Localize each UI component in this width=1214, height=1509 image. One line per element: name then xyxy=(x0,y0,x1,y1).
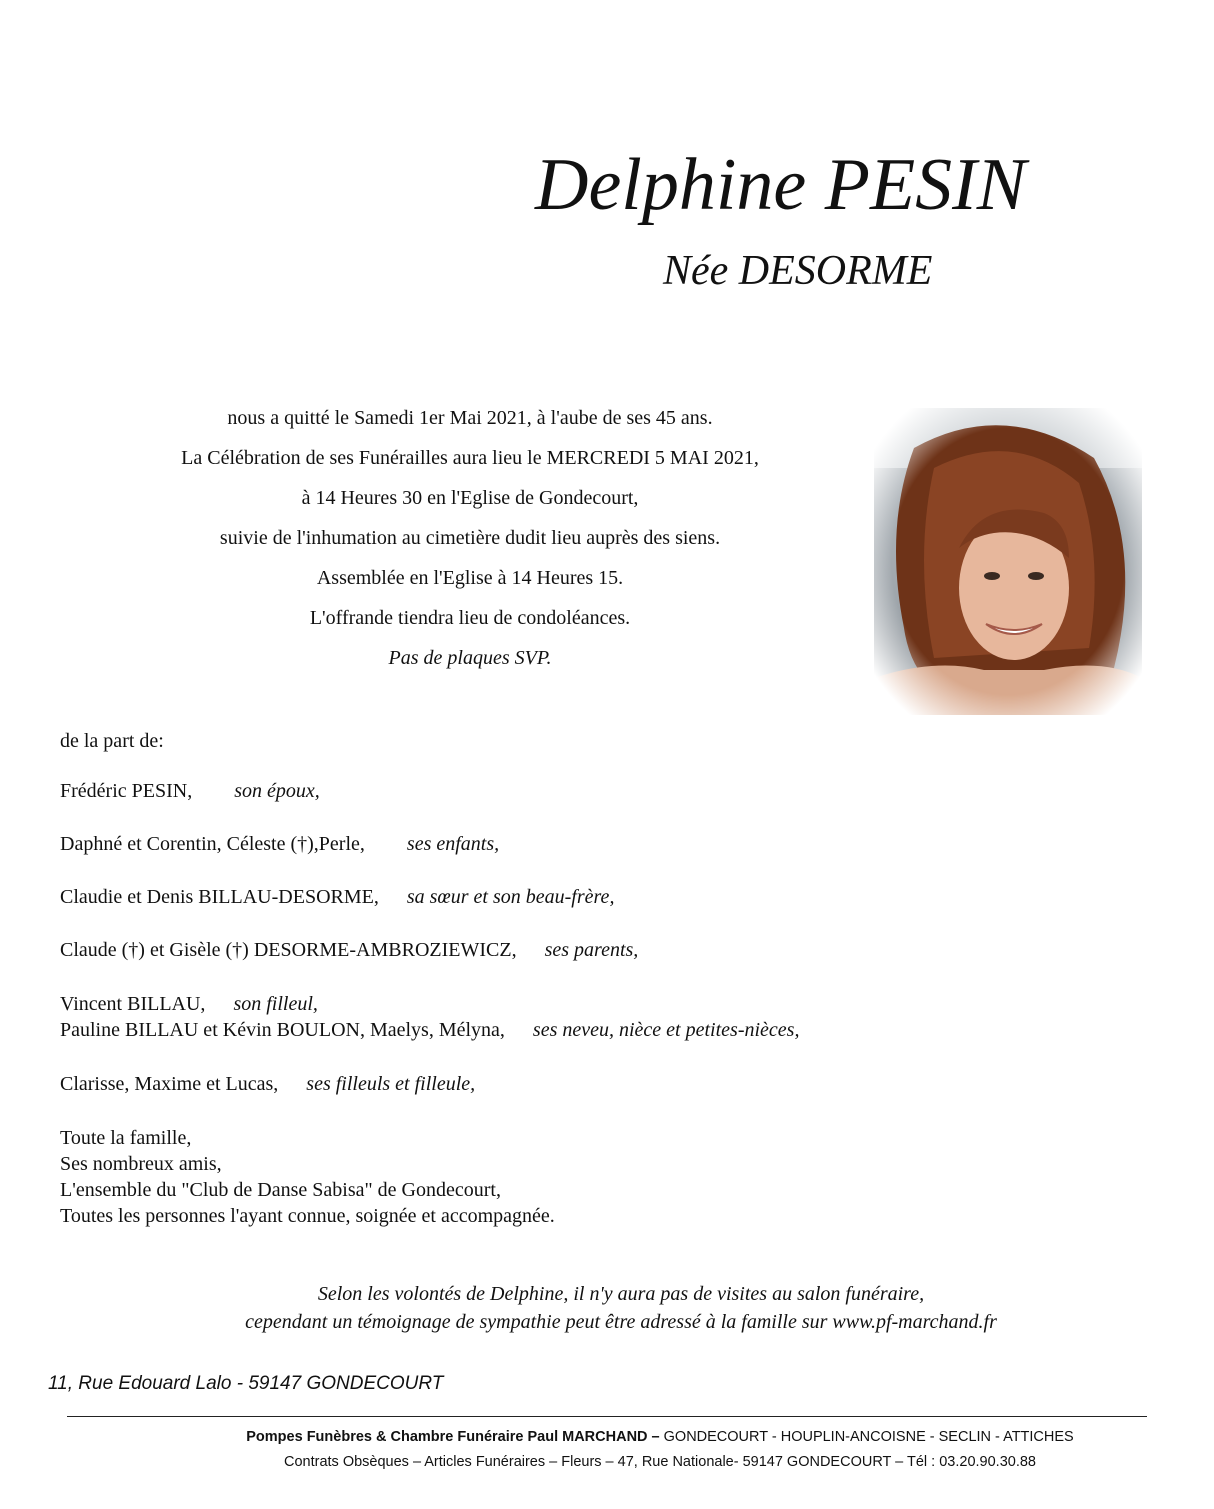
family-entry xyxy=(60,1071,475,1097)
closing-line: L'ensemble du "Club de Danse Sabisa" de Gondecourt, xyxy=(60,1179,501,1201)
footer-company-line xyxy=(120,1425,1200,1450)
family-names: Clarisse, Maxime et Lucas, xyxy=(60,1073,279,1095)
family-entry xyxy=(60,1017,799,1043)
family-names: Claude (†) et Gisèle (†) DESORME-AMBROZIEWICZ, xyxy=(60,939,517,961)
closing-line: Ses nombreux amis, xyxy=(60,1153,222,1175)
maiden-name: Née DESORME xyxy=(663,248,933,294)
family-names: Pauline BILLAU et Kévin BOULON, Maelys, Mélyna, xyxy=(60,1019,505,1041)
closing-list xyxy=(60,1125,555,1229)
address: 11, Rue Edouard Lalo - 59147 GONDECOURT xyxy=(48,1373,444,1394)
family-relation: ses neveu, nièce et petites-nièces, xyxy=(532,1019,800,1041)
wishes-line: cependant un témoignage de sympathie peut être adressé à la famille sur www.pf-marchand.fr xyxy=(245,1311,997,1333)
family-names: Frédéric PESIN, xyxy=(60,780,193,802)
family-entry xyxy=(60,937,638,963)
family-names: Daphné et Corentin, Céleste (†),Perle, xyxy=(60,833,365,855)
family-names: Vincent BILLAU, xyxy=(60,993,206,1015)
footer-services: Contrats Obsèques – Articles Funéraires – Fleurs – 47, Rue Nationale- 59147 GONDECOURT – Tél : 03.20.90.30.88 xyxy=(284,1454,1036,1470)
closing-line: Toutes les personnes l'ayant connue, soignée et accompagnée. xyxy=(60,1205,555,1227)
footer xyxy=(120,1425,1200,1475)
family-relation: sa sœur et son beau-frère, xyxy=(406,886,615,908)
footer-company: Pompes Funèbres & Chambre Funéraire Paul MARCHAND – xyxy=(246,1429,660,1445)
from-label: de la part de: xyxy=(60,730,164,752)
family-relation: ses parents, xyxy=(544,939,639,961)
footer-locations: GONDECOURT - HOUPLIN-ANCOISNE - SECLIN - ATTICHES xyxy=(659,1429,1074,1445)
family-names: Claudie et Denis BILLAU-DESORME, xyxy=(60,886,379,908)
footer-divider xyxy=(67,1416,1147,1417)
family-entry xyxy=(60,884,614,910)
announcement-line: à 14 Heures 30 en l'Eglise de Gondecourt, xyxy=(301,487,639,509)
announcement-line: L'offrande tiendra lieu de condoléances. xyxy=(309,607,631,629)
family-entry xyxy=(60,778,320,804)
portrait-illustration xyxy=(874,408,1142,715)
family-entry xyxy=(60,991,318,1017)
announcement-line: La Célébration de ses Funérailles aura lieu le MERCREDI 5 MAI 2021, xyxy=(181,447,759,469)
portrait-photo xyxy=(874,408,1142,715)
announcement-line: Assemblée en l'Eglise à 14 Heures 15. xyxy=(316,567,624,589)
deceased-name: Delphine PESIN xyxy=(535,144,1027,226)
announcement-line: nous a quitté le Samedi 1er Mai 2021, à l'aube de ses 45 ans. xyxy=(227,407,713,429)
closing-line: Toute la famille, xyxy=(60,1127,192,1149)
family-relation: son filleul, xyxy=(233,993,318,1015)
wishes-line: Selon les volontés de Delphine, il n'y aura pas de visites au salon funéraire, xyxy=(317,1283,925,1305)
family-relation: ses enfants, xyxy=(406,833,500,855)
announcement xyxy=(100,402,840,682)
family-entry xyxy=(60,831,499,857)
announcement-line: suivie de l'inhumation au cimetière dudit lieu auprès des siens. xyxy=(219,527,721,549)
family-relation: son époux, xyxy=(234,780,320,802)
wishes-note xyxy=(0,1280,1214,1336)
family-relation: ses filleuls et filleule, xyxy=(306,1073,476,1095)
announcement-note: Pas de plaques SVP. xyxy=(388,647,552,669)
